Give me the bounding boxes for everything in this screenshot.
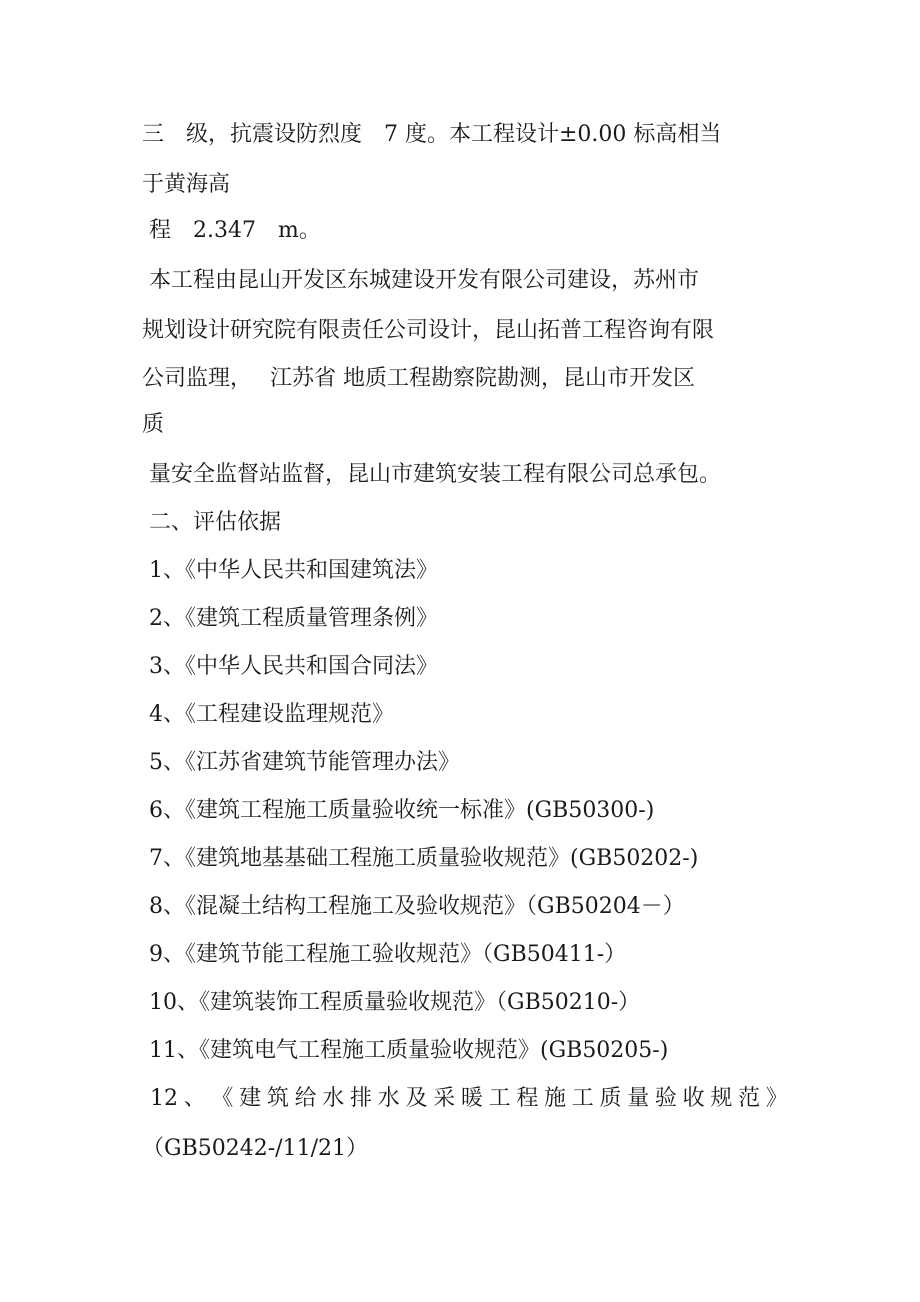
basis-list-item-12-line-2: （GB50242-/11/21） — [142, 1136, 368, 1161]
item-12-char: 水 — [322, 1086, 345, 1111]
item-12-char: 暖 — [460, 1086, 483, 1111]
item-12-char: 规 — [710, 1086, 733, 1111]
basis-list-item: 2、《建筑工程质量管理条例》 — [142, 606, 438, 631]
item-12-char: 水 — [377, 1086, 400, 1111]
item-12-char: 12 — [150, 1086, 178, 1111]
basis-list-item: 10、《建筑装饰工程质量验收规范》（GB50210-） — [142, 990, 641, 1015]
basis-list-item: 3、《中华人民共和国合同法》 — [142, 654, 438, 679]
item-12-char: 及 — [405, 1086, 428, 1111]
paragraph-2-line-2: 规划设计研究院有限责任公司设计，昆山拓普工程咨询有限 — [142, 318, 715, 343]
basis-list-item: 11、《建筑电气工程施工质量验收规范》(GB50205-) — [142, 1038, 669, 1063]
item-12-char: 工 — [488, 1086, 511, 1111]
paragraph-2-line-4: 质 — [142, 412, 165, 437]
basis-list-item: 4、《工程建设监理规范》 — [142, 702, 394, 727]
paragraph-2-line-1: 本工程由昆山开发区东城建设开发有限公司建设，苏州市 — [142, 268, 699, 293]
basis-list-item: 5、《江苏省建筑节能管理办法》 — [142, 750, 460, 775]
item-12-char: 程 — [516, 1086, 539, 1111]
item-12-char: 、 — [183, 1086, 206, 1111]
item-12-char: 排 — [350, 1086, 373, 1111]
paragraph-2-line-5: 量安全监督站监督，昆山市建筑安装工程有限公司总承包。 — [142, 462, 721, 487]
item-12-char: 质 — [599, 1086, 622, 1111]
basis-list-item-12-line-1 — [150, 1084, 788, 1114]
basis-list-item: 1、《中华人民共和国建筑法》 — [142, 558, 438, 583]
paragraph-1-line-3: 程 2.347 m。 — [142, 218, 321, 243]
section-heading: 二、评估依据 — [142, 510, 281, 535]
item-12-char: 《 — [211, 1086, 234, 1111]
item-12-char: 施 — [544, 1086, 567, 1111]
basis-list-item: 9、《建筑节能工程施工验收规范》（GB50411-） — [142, 942, 627, 967]
item-12-char: 量 — [627, 1086, 650, 1111]
basis-list-item: 8、《混凝土结构工程施工及验收规范》（GB50204－） — [142, 894, 685, 919]
item-12-char: 收 — [682, 1086, 705, 1111]
item-12-char: 建 — [239, 1086, 262, 1111]
item-12-char: 工 — [571, 1086, 594, 1111]
item-12-char: 》 — [765, 1086, 788, 1111]
item-12-char: 验 — [654, 1086, 677, 1111]
paragraph-2-line-3: 公司监理， 江苏省 地质工程勘察院勘测，昆山市开发区 — [142, 366, 695, 391]
basis-list-item: 7、《建筑地基基础工程施工质量验收规范》(GB50202-) — [142, 846, 699, 871]
paragraph-1-line-1: 三 级，抗震设防烈度 7 度。本工程设计±0.00 标高相当 — [142, 122, 722, 147]
item-12-char: 筑 — [266, 1086, 289, 1111]
basis-list-item: 6、《建筑工程施工质量验收统一标准》(GB50300-) — [142, 798, 655, 823]
item-12-char: 采 — [433, 1086, 456, 1111]
item-12-char: 范 — [738, 1086, 761, 1111]
item-12-char: 给 — [294, 1086, 317, 1111]
paragraph-1-line-2: 于黄海高 — [142, 172, 231, 197]
